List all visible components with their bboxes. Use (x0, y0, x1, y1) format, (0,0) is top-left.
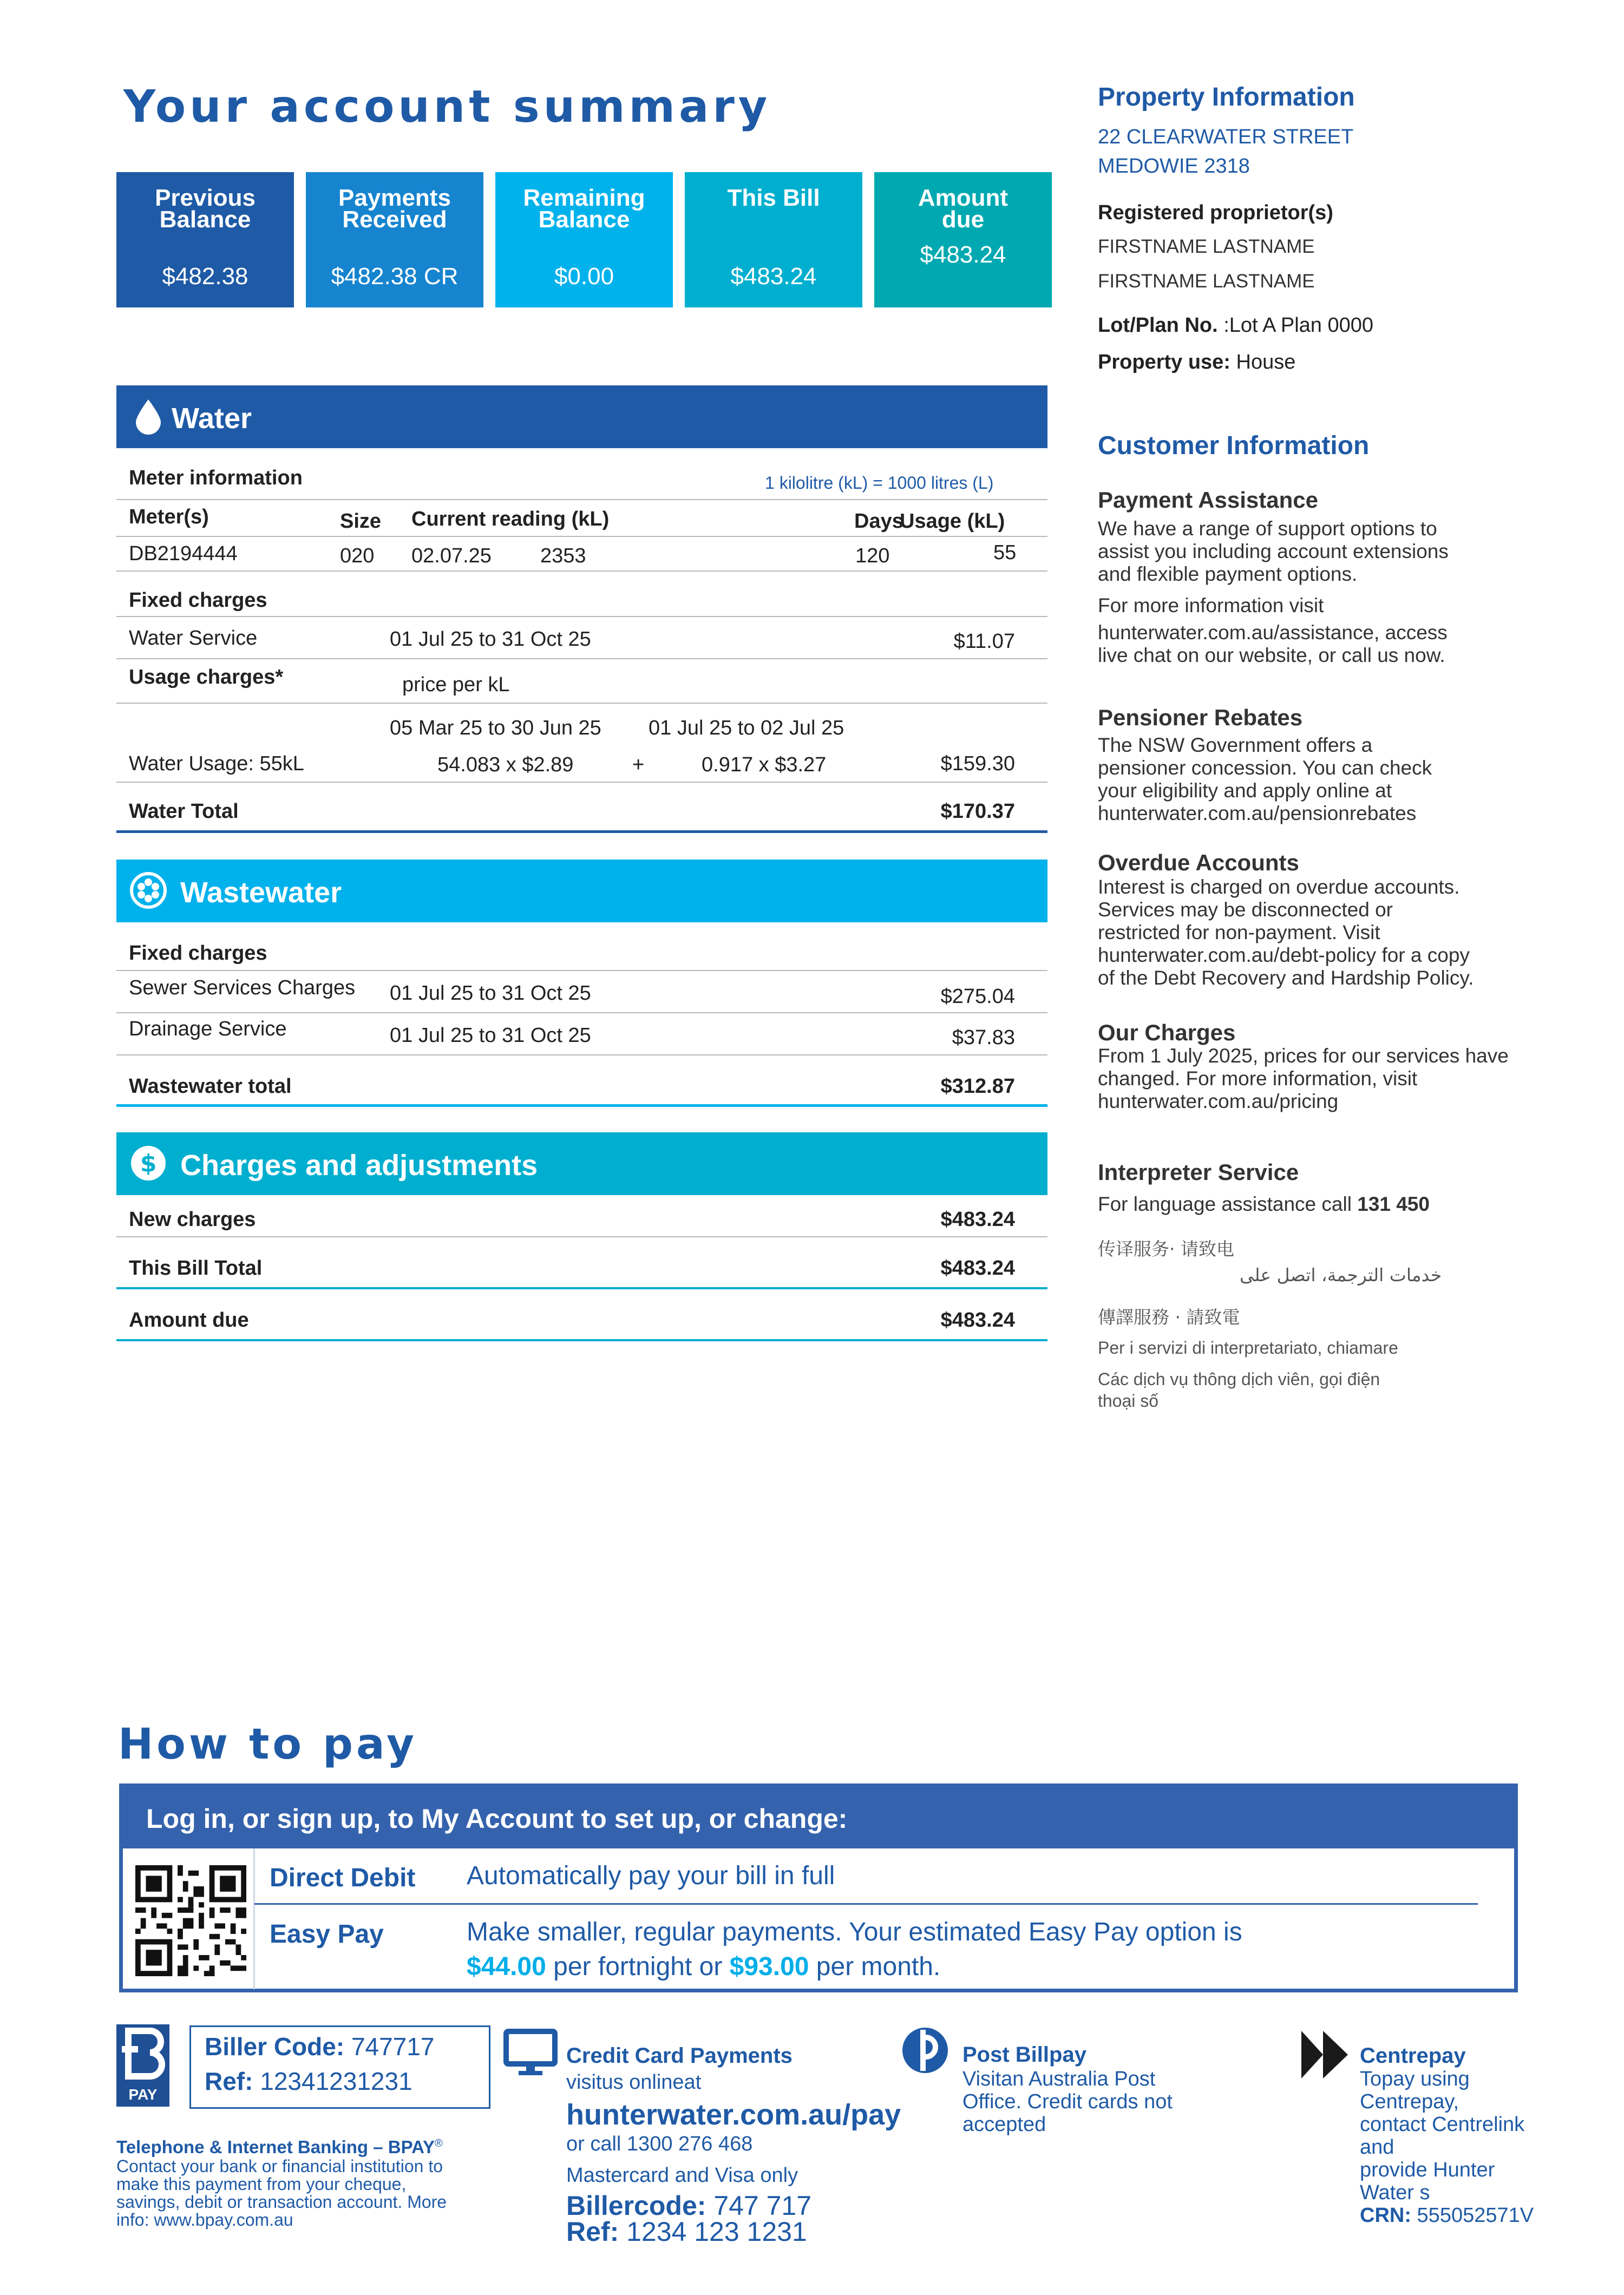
bpay-ref-label: Ref: (205, 2067, 253, 2095)
text-line: info: www.bpay.com.au (116, 2210, 293, 2230)
water-service-label: Water Service (129, 627, 258, 650)
text-line: and flexible payment options. (1098, 563, 1358, 585)
wastewater-icon (129, 871, 167, 909)
text-line: Contact your bank or financial institution to (116, 2156, 443, 2176)
bpay-biller-value: 747717 (351, 2032, 435, 2061)
centrepay-title: Centrepay (1360, 2044, 1466, 2068)
summary-value: $483.24 (920, 241, 1006, 268)
bpay-ref-value: 12341231231 (260, 2067, 412, 2095)
amount-due-amount: $483.24 (940, 1309, 1015, 1332)
overdue-accounts-heading: Overdue Accounts (1098, 850, 1299, 875)
price-per-kl: price per kL (402, 673, 510, 696)
usage-period-2: 01 Jul 25 to 02 Jul 25 (649, 717, 844, 739)
usage-calc-2: 0.917 x $3.27 (702, 753, 827, 776)
this-bill-total-amount: $483.24 (940, 1257, 1015, 1280)
crn-label: CRN: (1360, 2204, 1411, 2227)
bpay-text (116, 2158, 447, 2229)
col-size: Size (340, 510, 382, 533)
bpay-ref (205, 2067, 412, 2096)
water-usage-label: Water Usage: 55kL (129, 752, 304, 775)
divider (116, 536, 1047, 537)
reading-date: 02.07.25 (411, 545, 492, 567)
card-ref-label: Ref: (566, 2217, 619, 2247)
text-line: Topay using (1360, 2068, 1470, 2090)
summary-remaining-balance (495, 172, 673, 307)
summary-value: $482.38 CR (331, 263, 459, 290)
lang-chinese-traditional: 傳譯服務 · 請致電 (1098, 1307, 1240, 1328)
text-line: Services may be disconnected or (1098, 899, 1393, 921)
billercode-value: 747 717 (713, 2191, 812, 2221)
billercode-label: Billercode: (566, 2191, 706, 2221)
usage-period-1: 05 Mar 25 to 30 Jun 25 (390, 717, 601, 739)
computer-monitor-icon (503, 2029, 558, 2077)
text-line: make this payment from your cheque, (116, 2174, 407, 2194)
centrepay-icon (1299, 2029, 1351, 2081)
property-use-value: House (1236, 351, 1296, 373)
credit-card-cards: Mastercard and Visa only (566, 2164, 798, 2187)
col-days: Days (854, 510, 903, 533)
sewer-amount: $275.04 (940, 985, 1015, 1008)
divider (116, 703, 1047, 704)
section-rule (116, 1104, 1047, 1107)
text-line: For language assistance call (1098, 1193, 1352, 1215)
qr-code-icon[interactable] (135, 1865, 246, 1976)
text-line: Centrepay, (1360, 2090, 1459, 2113)
owner-name: FIRSTNAME LASTNAME (1098, 236, 1315, 257)
interpreter-heading: Interpreter Service (1098, 1159, 1299, 1185)
divider (116, 970, 1047, 971)
text-line: Các dịch vụ thông dịch viên, gọi điện (1098, 1369, 1380, 1389)
centrepay-crn (1360, 2204, 1534, 2227)
summary-label: Amount due (918, 185, 1009, 233)
new-charges-amount: $483.24 (940, 1208, 1015, 1231)
water-service-period: 01 Jul 25 to 31 Oct 25 (390, 628, 591, 651)
card-ref-value: 1234 123 1231 (626, 2217, 807, 2247)
text-line: your eligibility and apply online at (1098, 779, 1392, 802)
text-line: hunterwater.com.au/debt-policy for a copy (1098, 944, 1470, 966)
easy-pay-amounts (467, 1952, 940, 1982)
summary-value: $483.24 (730, 263, 817, 290)
text-line: and (1360, 2136, 1394, 2159)
lang-italian: Per i servizi di interpretariato, chiamare (1098, 1338, 1398, 1358)
divider (116, 658, 1047, 659)
owner-name: FIRSTNAME LASTNAME (1098, 271, 1315, 292)
customer-info-heading: Customer Information (1098, 431, 1370, 460)
this-bill-total-label: This Bill Total (129, 1257, 263, 1280)
how-to-pay-title: How to pay (118, 1720, 418, 1769)
col-usage: Usage (kL) (900, 510, 1005, 533)
summary-label: This Bill (727, 185, 820, 211)
crn-value: 555052571V (1417, 2204, 1534, 2227)
text-line: Telephone & Internet Banking – BPAY (116, 2137, 435, 2157)
dollar-icon (129, 1144, 167, 1182)
direct-debit-text: Automatically pay your bill in full (467, 1861, 835, 1890)
text-line: changed. For more information, visit (1098, 1067, 1418, 1090)
bpay-logo-text: PAY (128, 2086, 158, 2103)
summary-value: $0.00 (554, 263, 614, 290)
summary-amount-due (874, 172, 1052, 307)
credit-card-phone: or call 1300 276 468 (566, 2133, 753, 2155)
lot-plan-value: :Lot A Plan 0000 (1223, 314, 1374, 337)
unit-note: 1 kilolitre (kL) = 1000 litres (L) (765, 473, 994, 493)
property-suburb: MEDOWIE 2318 (1098, 155, 1250, 178)
page-title: Your account summary (123, 81, 771, 133)
account-panel-band (119, 1783, 1518, 1848)
credit-card-ref (566, 2216, 807, 2247)
summary-label: Remaining Balance (523, 185, 645, 233)
col-meter: Meter(s) (129, 506, 209, 528)
drainage-period: 01 Jul 25 to 31 Oct 25 (390, 1024, 591, 1047)
credit-card-title: Credit Card Payments (566, 2044, 793, 2068)
overdue-accounts-text (1098, 876, 1474, 989)
easy-pay-fortnight: $44.00 (467, 1952, 546, 1981)
our-charges-text (1098, 1045, 1509, 1113)
text-line: per fortnight or (546, 1952, 730, 1981)
text-line: thoại số (1098, 1391, 1159, 1411)
proprietor-label: Registered proprietor(s) (1098, 201, 1333, 224)
post-billpay-title: Post Billpay (962, 2043, 1086, 2067)
interpreter-text (1098, 1193, 1430, 1216)
usage-value: 55 (993, 541, 1017, 564)
text-line: pensioner concession. You can check (1098, 757, 1432, 779)
section-rule (116, 1287, 1047, 1289)
text-line: For more information visit (1098, 594, 1324, 617)
text-line: contact Centrelink (1360, 2113, 1525, 2136)
lot-plan (1098, 314, 1373, 337)
new-charges-label: New charges (129, 1208, 256, 1231)
wastewater-total-label: Wastewater total (129, 1075, 292, 1098)
section-rule (116, 830, 1047, 833)
bpay-biller-label: Biller Code: (205, 2032, 345, 2061)
direct-debit-label[interactable]: Direct Debit (270, 1864, 416, 1892)
pensioner-rebates-text (1098, 734, 1432, 825)
divider (116, 1054, 1047, 1055)
lot-plan-label: Lot/Plan No. (1098, 314, 1218, 337)
usage-charges-label: Usage charges* (129, 666, 284, 688)
water-section-title: Water (172, 402, 252, 435)
fixed-charges-label: Fixed charges (129, 942, 267, 965)
divider (116, 782, 1047, 783)
text-line: From 1 July 2025, prices for our services have (1098, 1045, 1509, 1067)
text-line: Interest is charged on overdue accounts. (1098, 876, 1460, 898)
payment-assistance-text (1098, 517, 1449, 667)
lang-vietnamese (1098, 1368, 1380, 1412)
property-use (1098, 351, 1295, 374)
divider (116, 499, 1047, 500)
post-billpay-text (962, 2068, 1173, 2136)
text-line: hunterwater.com.au/assistance, access (1098, 621, 1448, 644)
meter-number: DB2194444 (129, 542, 238, 565)
text-line: provide Hunter (1360, 2159, 1495, 2181)
easy-pay-month: $93.00 (729, 1952, 809, 1981)
wastewater-section-header (116, 860, 1047, 922)
wastewater-total-amount: $312.87 (940, 1075, 1015, 1098)
text-line: accepted (962, 2113, 1046, 2136)
credit-card-line: visitus onlineat (566, 2071, 702, 2094)
text-line: hunterwater.com.au/pensionrebates (1098, 802, 1417, 824)
col-reading: Current reading (kL) (411, 508, 610, 530)
bpay-title (116, 2137, 443, 2158)
usage-calc-1: 54.083 x $2.89 (437, 753, 574, 776)
property-info-heading: Property Information (1098, 83, 1355, 112)
easy-pay-text: Make smaller, regular payments. Your estimated Easy Pay option is (467, 1918, 1242, 1946)
panel-vsep (253, 1848, 255, 1989)
easy-pay-label[interactable]: Easy Pay (270, 1920, 384, 1949)
text-line: savings, debit or transaction account. More (116, 2192, 447, 2212)
drainage-amount: $37.83 (952, 1026, 1015, 1049)
lang-chinese-simplified: 传译服务· 请致电 (1098, 1238, 1234, 1260)
divider (116, 571, 1047, 572)
usage-plus: + (632, 753, 645, 776)
bpay-biller (205, 2032, 434, 2061)
text-line: Office. Credit cards not (962, 2090, 1173, 2113)
property-street: 22 CLEARWATER STREET (1098, 126, 1354, 148)
text-line: Visitan Australia Post (962, 2068, 1156, 2090)
centrepay-text (1360, 2068, 1534, 2227)
text-line: per month. (809, 1952, 941, 1981)
summary-value: $482.38 (162, 263, 248, 290)
divider (116, 616, 1047, 617)
text-line: restricted for non-payment. Visit (1098, 921, 1380, 943)
text-line: Water s (1360, 2181, 1430, 2204)
panel-divider (254, 1903, 1478, 1905)
amount-due-label: Amount due (129, 1309, 249, 1332)
text-line: We have a range of support options to (1098, 517, 1437, 540)
days-value: 120 (855, 545, 890, 567)
bpay-logo-icon (116, 2024, 169, 2107)
water-usage-amount: $159.30 (940, 752, 1015, 775)
summary-label: Payments Received (338, 185, 451, 233)
text-line: The NSW Government offers a (1098, 734, 1373, 756)
svg-text:$: $ (140, 1150, 157, 1177)
summary-payments-received (306, 172, 483, 307)
sewer-label: Sewer Services Charges (129, 976, 356, 999)
australia-post-icon (901, 2025, 949, 2075)
bpay-b-icon (116, 2024, 169, 2084)
summary-this-bill (685, 172, 862, 307)
reading-value: 2353 (540, 545, 586, 567)
sewer-period: 01 Jul 25 to 31 Oct 25 (390, 982, 591, 1005)
fixed-charges-label: Fixed charges (129, 589, 267, 612)
text-line: hunterwater.com.au/pricing (1098, 1090, 1339, 1112)
charges-section-header (116, 1132, 1047, 1195)
section-rule (116, 1339, 1047, 1341)
payment-assistance-heading: Payment Assistance (1098, 487, 1318, 513)
water-service-amount: $11.07 (953, 630, 1015, 653)
wastewater-section-title: Wastewater (180, 876, 342, 909)
text-line: of the Debt Recovery and Hardship Policy. (1098, 967, 1474, 989)
lang-arabic: خدمات الترجمة، اتصل على (1240, 1264, 1442, 1286)
text-line: live chat on our website, or call us now. (1098, 644, 1445, 666)
water-section-header (116, 385, 1047, 448)
pensioner-rebates-heading: Pensioner Rebates (1098, 705, 1303, 730)
water-drop-icon (129, 397, 167, 435)
drainage-label: Drainage Service (129, 1018, 287, 1040)
charges-section-title: Charges and adjustments (180, 1149, 538, 1182)
summary-label: Previous Balance (155, 185, 256, 233)
credit-card-url[interactable]: hunterwater.com.au/pay (566, 2099, 901, 2131)
account-panel-heading: Log in, or sign up, to My Account to set up, or change: (146, 1804, 848, 1834)
divider (116, 1236, 1047, 1237)
our-charges-heading: Our Charges (1098, 1020, 1236, 1045)
divider (116, 1012, 1047, 1013)
interpreter-number: 131 450 (1357, 1193, 1430, 1215)
text-line: assist you including account extensions (1098, 540, 1449, 562)
property-use-label: Property use: (1098, 351, 1230, 373)
water-total-amount: $170.37 (940, 800, 1015, 823)
water-total-label: Water Total (129, 800, 239, 823)
summary-previous-balance (116, 172, 294, 307)
text-line: ® (435, 2137, 443, 2149)
meter-info-label: Meter information (129, 467, 303, 489)
meter-size: 020 (340, 545, 375, 567)
